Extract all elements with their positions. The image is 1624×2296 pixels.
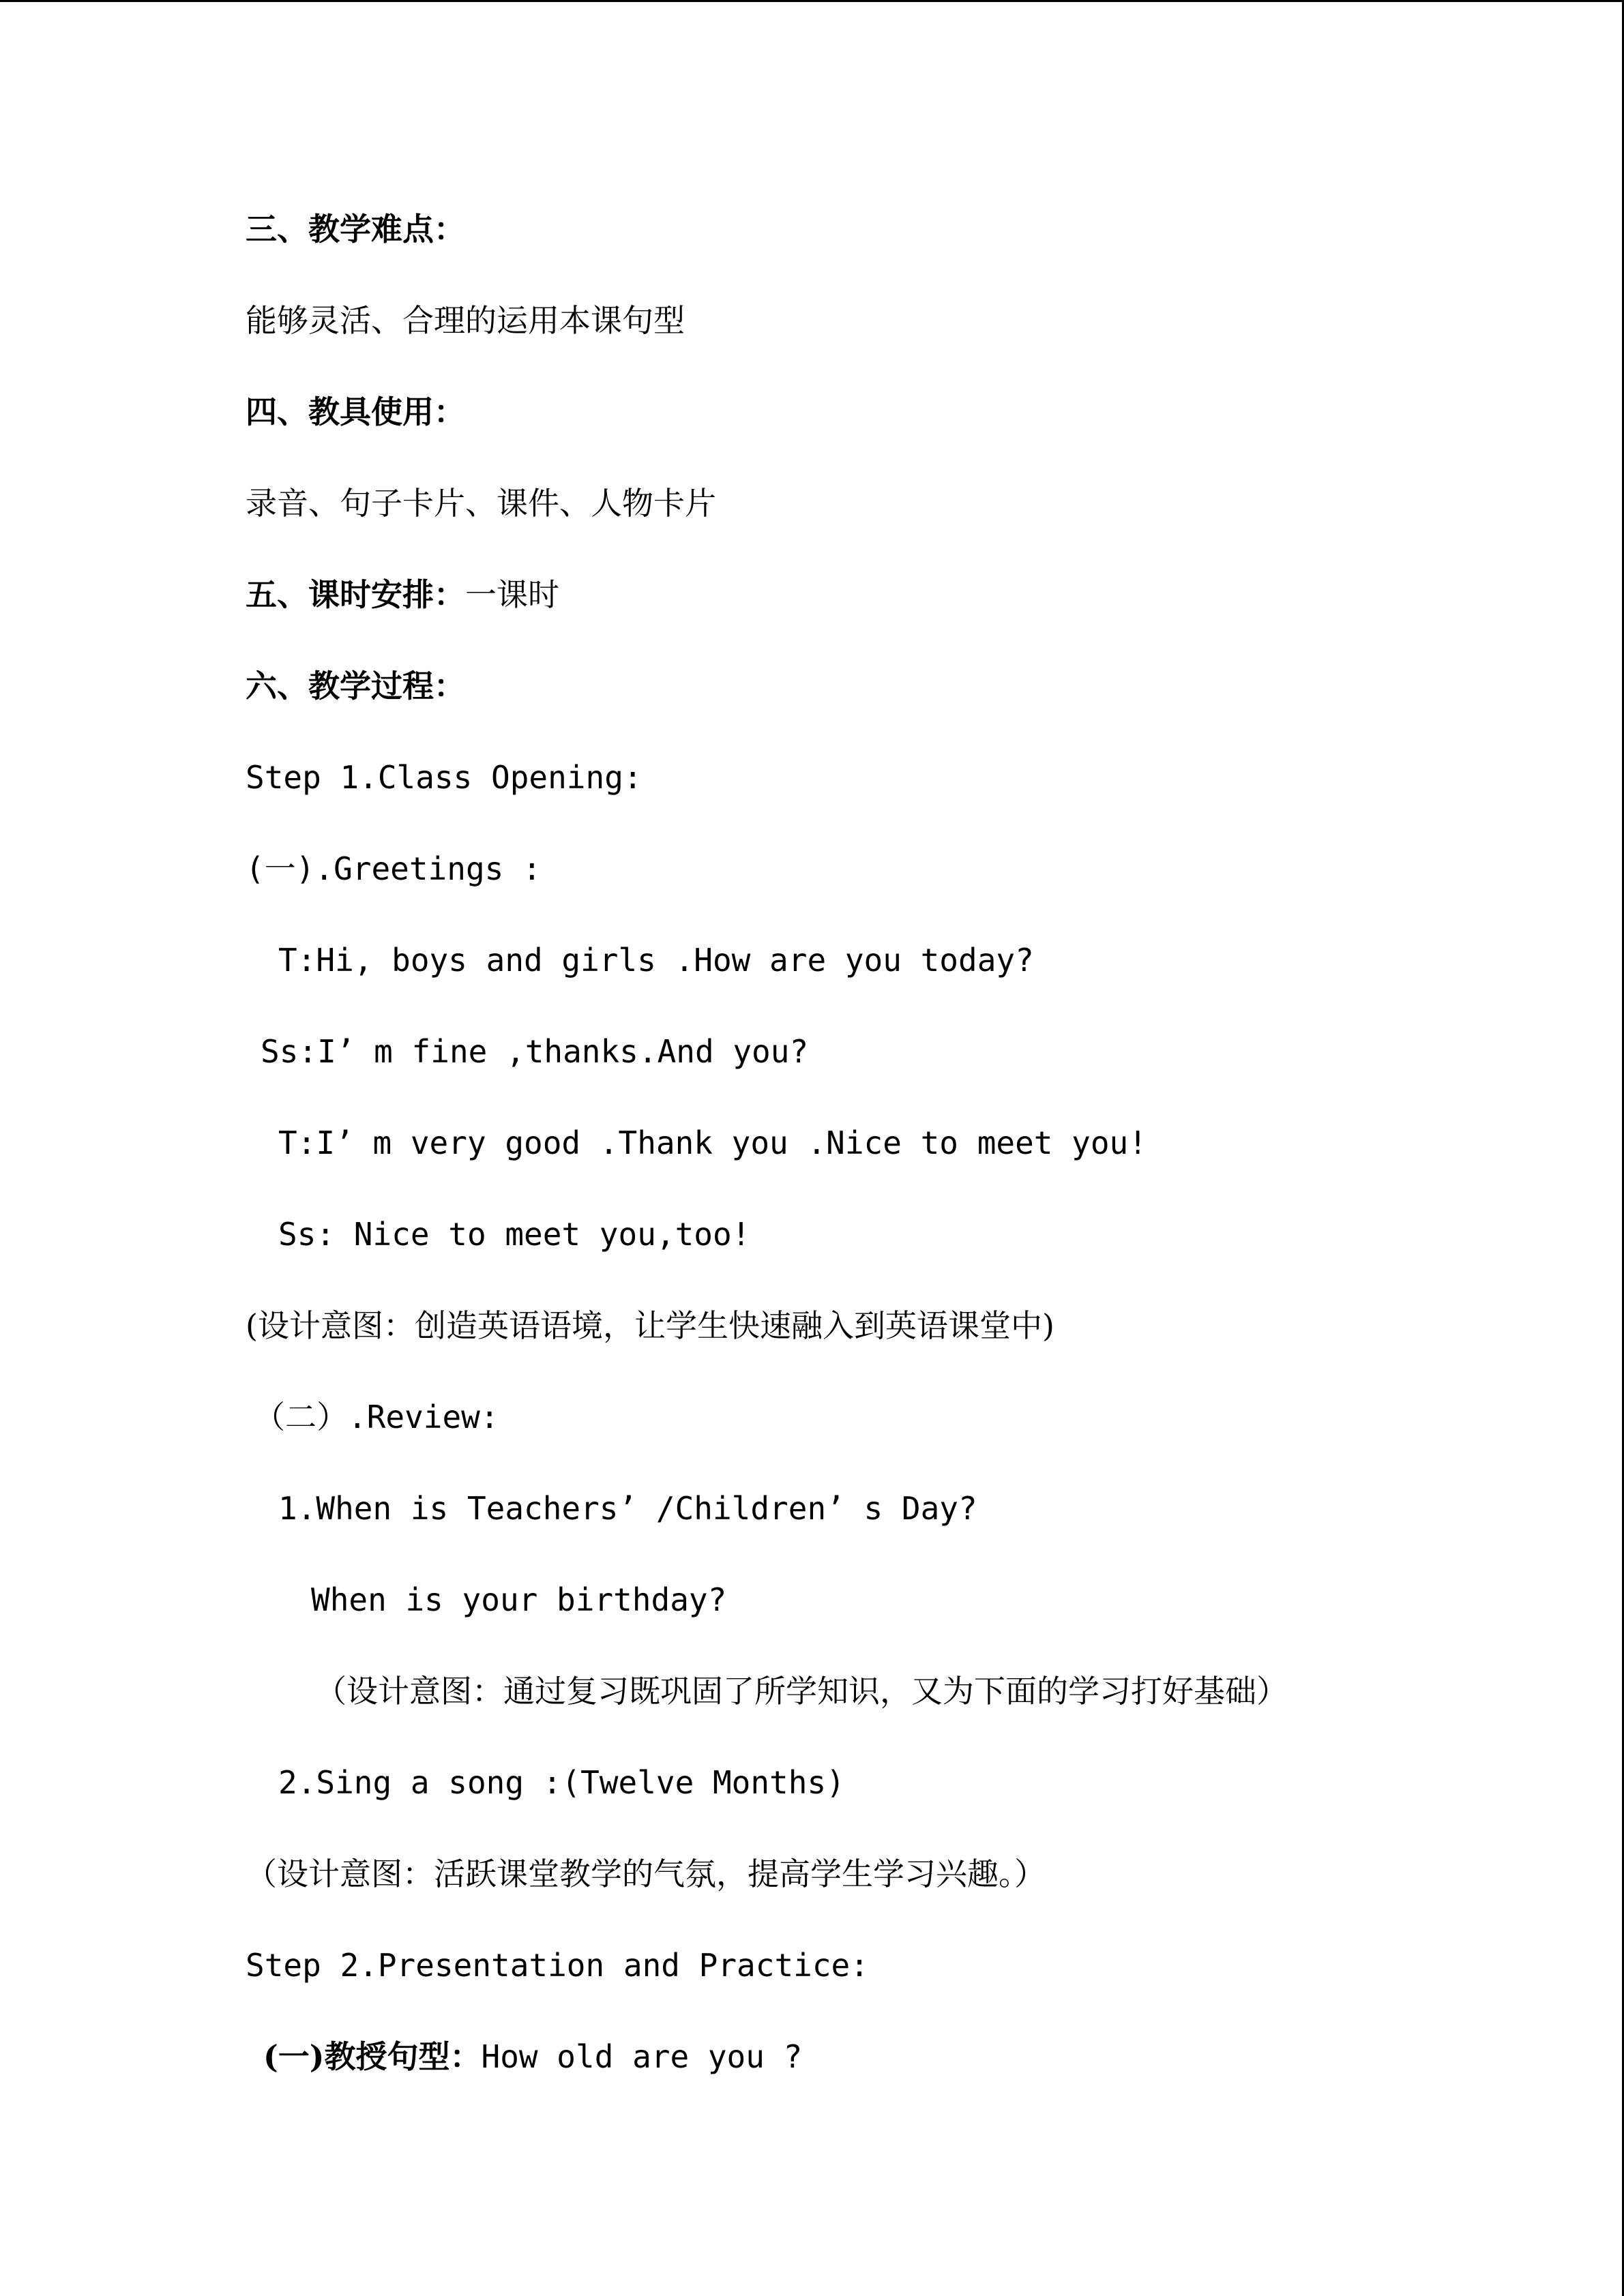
teach-heading-prefix: (一)教授句型： — [263, 2038, 482, 2075]
review-question-1: 1.When is Teachers’ /Children’ s Day? — [278, 1490, 977, 1527]
design-note-1: (设计意图：创造英语语境，让学生快速融入到英语课堂中) — [246, 1307, 1054, 1344]
design-note-2: （设计意图：通过复习既巩固了所学知识，又为下面的学习打好基础） — [315, 1673, 1288, 1710]
dialog-line-1: T:Hi, boys and girls .How are you today? — [278, 942, 1034, 979]
teach-heading — [263, 2038, 802, 2076]
section-3-heading: 三、教学难点： — [246, 211, 465, 248]
dialog-line-4: Ss: Nice to meet you,too! — [278, 1216, 751, 1253]
design-note-3: （设计意图：活跃课堂教学的气氛，提高学生学习兴趣。） — [246, 1855, 1046, 1892]
section-6-heading: 六、教学过程： — [246, 668, 465, 704]
review-heading: （二）.Review: — [254, 1399, 499, 1435]
section-4-body: 录音、句子卡片、课件、人物卡片 — [246, 485, 716, 522]
section-5-line — [246, 576, 559, 614]
section-5-heading: 五、课时安排： — [246, 576, 465, 613]
review-song: 2.Sing a song :(Twelve Months) — [278, 1764, 845, 1801]
teach-heading-sentence: How old are you ? — [481, 2038, 803, 2075]
step-1-title: Step 1.Class Opening: — [246, 759, 643, 796]
dialog-line-3: T:I’ m very good .Thank you .Nice to meet you! — [278, 1124, 1147, 1161]
section-5-value: 一课时 — [465, 576, 559, 613]
greetings-heading: (一).Greetings : — [246, 850, 542, 887]
section-4-heading: 四、教具使用： — [246, 393, 465, 430]
review-question-2: When is your birthday? — [311, 1581, 727, 1618]
dialog-line-2: Ss:I’ m fine ,thanks.And you? — [261, 1033, 809, 1070]
page-top-border — [0, 0, 1624, 2]
step-2-title: Step 2.Presentation and Practice: — [246, 1947, 869, 1984]
section-3-body: 能够灵活、合理的运用本课句型 — [246, 302, 685, 339]
